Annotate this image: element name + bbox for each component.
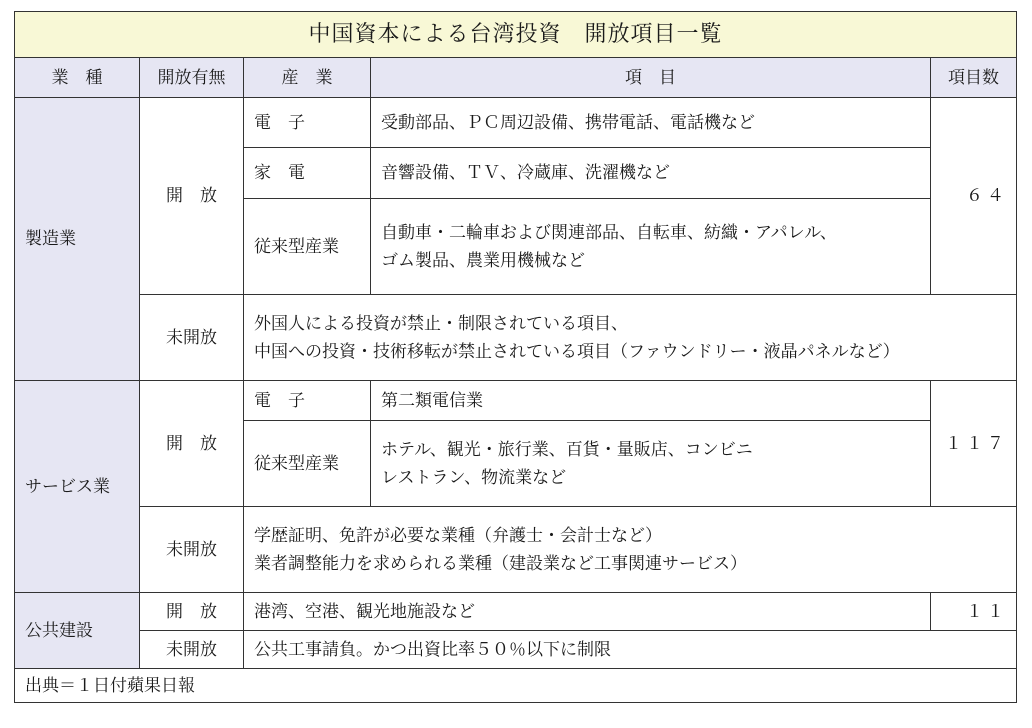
items-line: 自動車・二輪車および関連部品、自転車、紡織・アパレル、 [381,222,837,243]
source-note: 出典＝１日付蘋果日報 [15,669,1017,703]
header-open-status: 開放有無 [140,58,244,98]
closed-items-manufacturing [244,295,1017,381]
sector-cell: 家 電 [244,148,371,199]
industry-services: サービス業 [15,381,140,593]
investment-table [14,11,1017,703]
table-row [15,295,1017,381]
industry-public-works: 公共建設 [15,593,140,669]
open-items-public-works: 港湾、空港、観光地施設など [244,593,931,631]
header-count: 項目数 [931,58,1017,98]
items-line: ホテル、観光・旅行業、百貨・量販店、コンビニ [381,439,753,460]
sector-cell: 従来型産業 [244,199,371,295]
items-cell [371,421,931,507]
count-public-works: １１ [931,593,1017,631]
closed-line: 学歴証明、免許が必要な業種（弁護士・会計士など） [254,525,662,546]
open-label-manufacturing: 開 放 [140,98,244,295]
header-row [15,58,1017,98]
items-cell [371,199,931,295]
table-row [15,507,1017,593]
closed-label-manufacturing: 未開放 [140,295,244,381]
closed-line: 外国人による投資が禁止・制限されている項目、 [254,313,628,334]
table-row [15,631,1017,669]
sector-cell: 電 子 [244,98,371,148]
table-title: 中国資本による台湾投資 開放項目一覧 [15,12,1017,58]
table-row [15,98,1017,148]
items-cell: 受動部品、ＰＣ周辺設備、携帯電話、電話機など [371,98,931,148]
count-manufacturing: ６４ [931,98,1017,295]
closed-label-services: 未開放 [140,507,244,593]
items-line: レストラン、物流業など [381,467,567,488]
count-services: １１７ [931,381,1017,507]
header-items: 項 目 [371,58,931,98]
table-row [15,381,1017,421]
investment-table-container [14,11,1017,703]
industry-manufacturing: 製造業 [15,98,140,381]
table-row [15,593,1017,631]
items-line: ゴム製品、農業用機械など [381,250,585,271]
closed-label-public-works: 未開放 [140,631,244,669]
items-cell: 音響設備、ＴＶ、冷蔵庫、洗濯機など [371,148,931,199]
sector-cell: 従来型産業 [244,421,371,507]
sector-cell: 電 子 [244,381,371,421]
closed-items-services [244,507,1017,593]
open-label-services: 開 放 [140,381,244,507]
closed-items-public-works: 公共工事請負。かつ出資比率５０％以下に制限 [244,631,1017,669]
header-sector: 産 業 [244,58,371,98]
closed-line: 業者調整能力を求められる業種（建設業など工事関連サービス） [254,553,747,574]
header-industry: 業 種 [15,58,140,98]
open-label-public-works: 開 放 [140,593,244,631]
closed-line: 中国への投資・技術移転が禁止されている項目（ファウンドリー・液晶パネルなど） [254,341,900,362]
items-cell: 第二類電信業 [371,381,931,421]
